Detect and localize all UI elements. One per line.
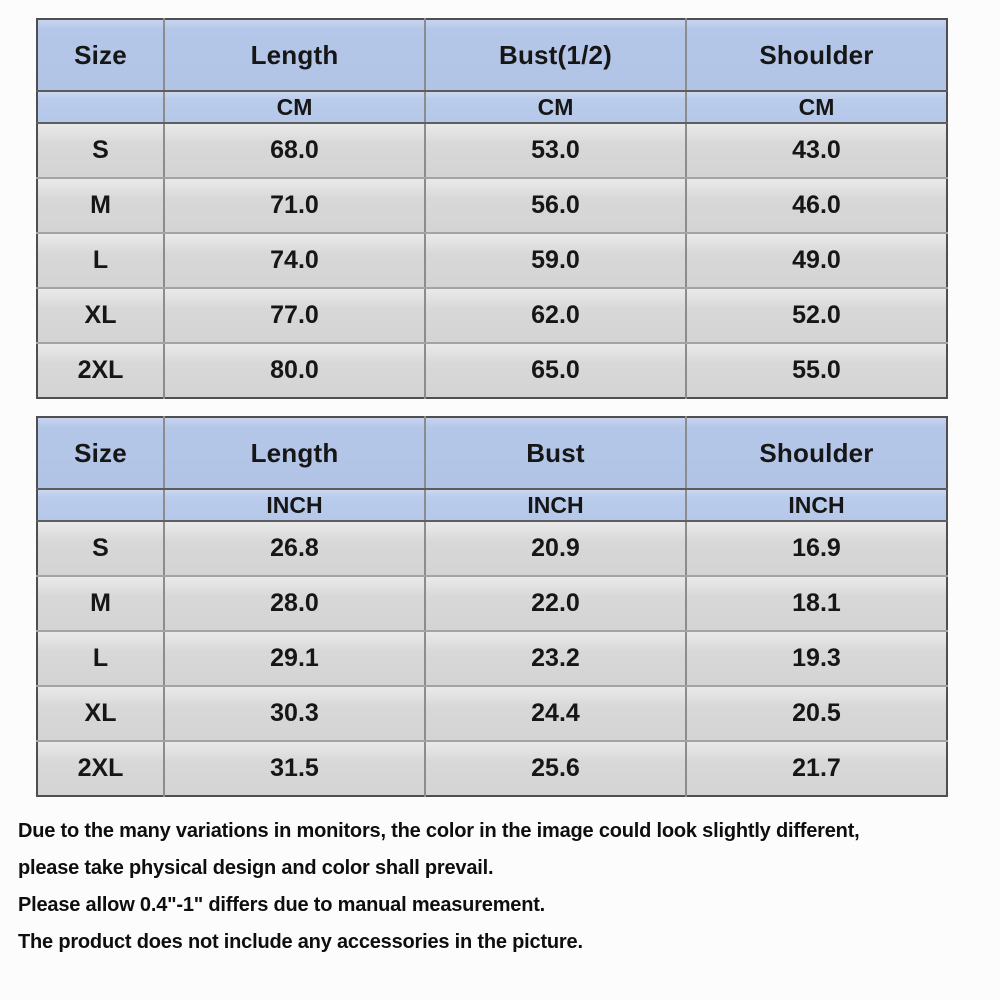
shoulder-value: 18.1 xyxy=(686,576,947,631)
unit-row-cm xyxy=(37,91,947,123)
shoulder-value: 52.0 xyxy=(686,288,947,343)
shoulder-value: 49.0 xyxy=(686,233,947,288)
shoulder-value: 46.0 xyxy=(686,178,947,233)
unit-cell-cm: CM xyxy=(686,91,947,123)
length-value: 28.0 xyxy=(164,576,425,631)
size-cell: M xyxy=(37,576,164,631)
column-header-shoulder: Shoulder xyxy=(686,19,947,91)
column-header-size: Size xyxy=(37,19,164,91)
length-value: 71.0 xyxy=(164,178,425,233)
header-row-cm xyxy=(37,19,947,91)
table-row xyxy=(37,233,947,288)
size-cell: L xyxy=(37,233,164,288)
bust-value: 56.0 xyxy=(425,178,686,233)
table-row xyxy=(37,123,947,178)
unit-cell-cm: CM xyxy=(425,91,686,123)
column-header-length: Length xyxy=(164,417,425,489)
note-line-measurement-tolerance: Please allow 0.4"-1" differs due to manual measurement. xyxy=(18,894,546,916)
disclaimer-notes xyxy=(18,813,1000,961)
column-header-size: Size xyxy=(37,417,164,489)
bust-value: 59.0 xyxy=(425,233,686,288)
size-cell: 2XL xyxy=(37,741,164,796)
table-row xyxy=(37,686,947,741)
table-row xyxy=(37,521,947,576)
header-row-inch xyxy=(37,417,947,489)
column-header-length: Length xyxy=(164,19,425,91)
column-header-bust: Bust xyxy=(425,417,686,489)
bust-value: 20.9 xyxy=(425,521,686,576)
unit-cell-inch: INCH xyxy=(164,489,425,521)
unit-cell-blank xyxy=(37,489,164,521)
size-cell: L xyxy=(37,631,164,686)
bust-value: 53.0 xyxy=(425,123,686,178)
size-cell: 2XL xyxy=(37,343,164,398)
bust-value: 25.6 xyxy=(425,741,686,796)
shoulder-value: 43.0 xyxy=(686,123,947,178)
unit-cell-blank xyxy=(37,91,164,123)
size-cell: S xyxy=(37,123,164,178)
unit-cell-inch: INCH xyxy=(425,489,686,521)
length-value: 77.0 xyxy=(164,288,425,343)
table-row xyxy=(37,178,947,233)
size-cell: XL xyxy=(37,686,164,741)
size-cell: S xyxy=(37,521,164,576)
note-line-design-prevail: please take physical design and color shall prevail. xyxy=(18,857,494,879)
column-header-shoulder: Shoulder xyxy=(686,417,947,489)
unit-cell-inch: INCH xyxy=(686,489,947,521)
bust-value: 23.2 xyxy=(425,631,686,686)
table-row xyxy=(37,741,947,796)
shoulder-value: 19.3 xyxy=(686,631,947,686)
length-value: 26.8 xyxy=(164,521,425,576)
unit-cell-cm: CM xyxy=(164,91,425,123)
bust-value: 24.4 xyxy=(425,686,686,741)
length-value: 30.3 xyxy=(164,686,425,741)
shoulder-value: 16.9 xyxy=(686,521,947,576)
table-row xyxy=(37,631,947,686)
length-value: 80.0 xyxy=(164,343,425,398)
table-row xyxy=(37,343,947,398)
note-line-monitor-color: Due to the many variations in monitors, the color in the image could look slightly different, xyxy=(18,820,860,842)
shoulder-value: 21.7 xyxy=(686,741,947,796)
column-header-bust: Bust(1/2) xyxy=(425,19,686,91)
size-table-cm xyxy=(36,18,948,399)
note-line-no-accessories: The product does not include any accessories in the picture. xyxy=(18,931,583,953)
size-table-inch xyxy=(36,416,948,797)
bust-value: 65.0 xyxy=(425,343,686,398)
size-cell: XL xyxy=(37,288,164,343)
length-value: 29.1 xyxy=(164,631,425,686)
length-value: 74.0 xyxy=(164,233,425,288)
length-value: 68.0 xyxy=(164,123,425,178)
size-cell: M xyxy=(37,178,164,233)
shoulder-value: 20.5 xyxy=(686,686,947,741)
table-row xyxy=(37,288,947,343)
shoulder-value: 55.0 xyxy=(686,343,947,398)
table-row xyxy=(37,576,947,631)
length-value: 31.5 xyxy=(164,741,425,796)
bust-value: 62.0 xyxy=(425,288,686,343)
bust-value: 22.0 xyxy=(425,576,686,631)
unit-row-inch xyxy=(37,489,947,521)
